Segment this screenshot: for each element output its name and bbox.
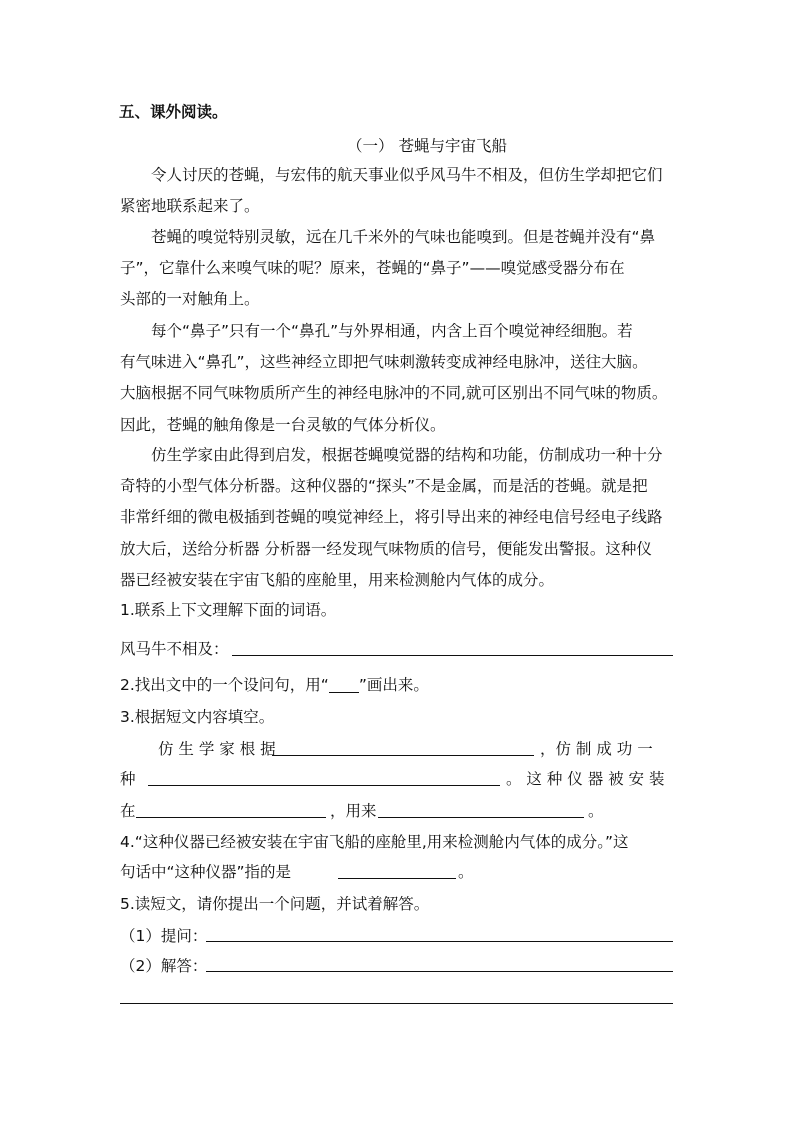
question-5-ask: （1）提问： (120, 927, 208, 945)
paragraph-line: 头部的一对触角上。 (120, 290, 260, 309)
answer-line-q5-ask[interactable] (206, 941, 673, 942)
question-4: 4.“这种仪器已经被安装在宇宙飞船的座舱里,用来检测舱内气体的成分。”这 (120, 833, 629, 851)
question-5-answer: （2）解答： (120, 957, 208, 975)
paragraph-line: 令人讨厌的苍蝇，与宏伟的航天事业似乎风马牛不相及，但仿生学却把它们 (151, 166, 663, 184)
paragraph-line: 紧密地联系起来了。 (120, 197, 260, 216)
fill-text-mid: ，用来 (330, 802, 377, 820)
fill-text: 仿 生 学 家 根 据 (158, 740, 276, 758)
paragraph-line: 仿生学家由此得到启发，根据苍蝇嗅觉器的结构和功能，仿制成功一种十分 (151, 446, 663, 464)
answer-line-q3-3b[interactable] (378, 817, 584, 818)
question-3-line-3: 在 (120, 802, 136, 820)
paragraph-2 (120, 222, 680, 316)
answer-line-q5-answer[interactable] (206, 971, 673, 972)
question-2-text-end: ”画出来。 (358, 676, 429, 694)
question-2 (120, 675, 429, 695)
paragraph-line: 每个“鼻子”只有一个“鼻孔”与外界相通，内含上百个嗅觉神经细胞。若 (151, 322, 633, 340)
paragraph-line: 大脑根据不同气味物质所产生的神经电脉冲的不同,就可区别出不同气味的物质。 (120, 384, 668, 403)
paragraph-line: 奇特的小型气体分析器。这种仪器的“探头”不是金属，而是活的苍蝇。就是把 (120, 477, 648, 496)
paragraph-line: 因此，苍蝇的触角像是一台灵敏的气体分析仪。 (120, 415, 446, 434)
paragraph-line: 苍蝇的嗅觉特别灵敏，远在几千米外的气味也能嗅到。但是苍蝇并没有“鼻 (151, 228, 656, 246)
paragraph-3 (120, 316, 680, 441)
question-3-line-1 (158, 739, 276, 759)
paragraph-line: 放大后，送给分析器 分析器一经发现气味物质的信号，便能发出警报。这种仪 (120, 539, 652, 558)
passage-title: （一） 苍蝇与宇宙飞船 (347, 137, 507, 155)
question-5: 5.读短文，请你提出一个问题，并试着解答。 (120, 895, 430, 913)
answer-line-q4[interactable] (338, 878, 456, 879)
question-1-term: 风马牛不相及： (120, 640, 229, 658)
paragraph-line: 非常纤细的微电极插到苍蝇的嗅觉神经上，将引导出来的神经电信号经电子线路 (120, 508, 663, 527)
paragraph-4 (120, 440, 680, 596)
paragraph-line: 有气味进入“鼻孔”，这些神经立即把气味刺激转变成神经电脉冲，送往大脑。 (120, 353, 648, 372)
question-2-text: 2.找出文中的一个设问句，用“ (120, 676, 329, 694)
question-1: 1.联系上下文理解下面的词语。 (120, 601, 337, 619)
question-4-line-2: 句话中“这种仪器”指的是 (120, 863, 292, 881)
answer-line-q5-extra[interactable] (120, 1003, 673, 1004)
paragraph-line: 子”，它靠什么来嗅气味的呢？原来，苍蝇的“鼻子”——嗅觉感受器分布在 (120, 259, 625, 278)
answer-line-q3-1[interactable] (272, 755, 534, 756)
fill-text-end: 。 (588, 802, 604, 820)
fill-text-end: 。 (458, 863, 474, 881)
paragraph-line: 器已经被安装在宇宙飞船的座舱里，用来检测舱内气体的成分。 (120, 570, 555, 589)
section-heading: 五、课外阅读。 (119, 103, 228, 121)
answer-line-q1[interactable] (232, 655, 673, 656)
underline-mark-blank (329, 676, 359, 693)
question-3: 3.根据短文内容填空。 (120, 708, 275, 726)
fill-text-end: 。 这 种 仪 器 被 安 装 (506, 770, 665, 788)
fill-text-end: ，仿 制 成 功 一 (540, 740, 653, 758)
answer-line-q3-3a[interactable] (136, 817, 326, 818)
paragraph-1 (120, 160, 680, 222)
question-3-line-2: 种 (120, 770, 136, 788)
answer-line-q3-2[interactable] (148, 785, 500, 786)
